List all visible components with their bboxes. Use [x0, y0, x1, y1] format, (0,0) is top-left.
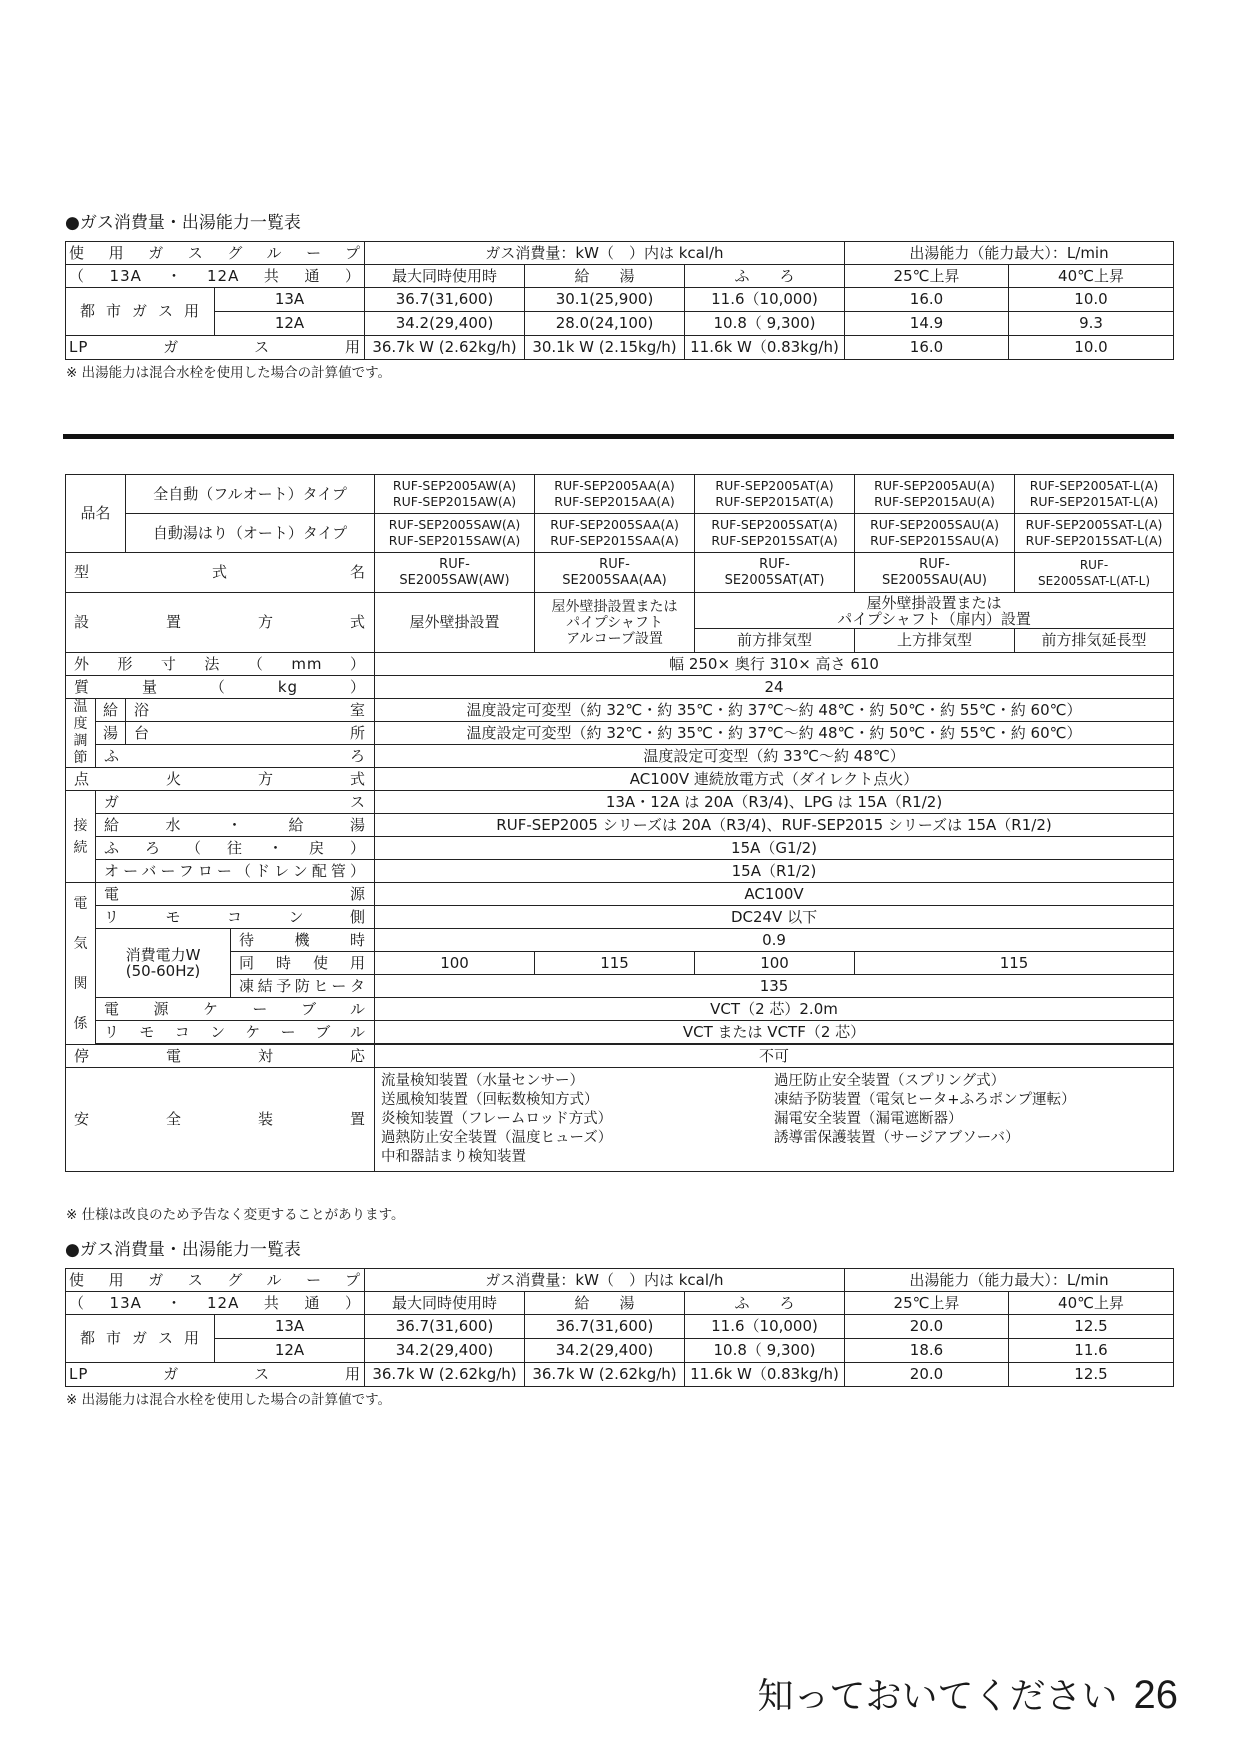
type-name: SE2005SAU(AU)	[882, 572, 988, 588]
type-name: RUF-	[1079, 557, 1109, 572]
table-cell: 36.7(31,600)	[365, 1315, 525, 1339]
model-name: RUF-SEP2015SAW(A)	[388, 533, 521, 548]
rcable-value: VCT または VCTF（2 芯）	[375, 1021, 1174, 1044]
table-cell: 36.7(31,600)	[365, 288, 525, 312]
cable-label: 電源ケーブル	[96, 998, 375, 1021]
table-cell: 16.0	[845, 288, 1009, 312]
model-name: RUF-SEP2015SAT-L(A)	[1025, 533, 1163, 548]
ignition-value: AC100V 連続放電方式（ダイレクト点火）	[375, 768, 1174, 791]
model-name: RUF-SEP2015AT-L(A)	[1029, 494, 1159, 509]
model-name: RUF-SEP2005SAU(A)	[870, 517, 999, 532]
sub-header: 最大同時使用時	[365, 265, 525, 288]
model-name: RUF-SEP2015AT(A)	[715, 494, 834, 509]
overflow-label: オーバーフロー（ドレン配管）	[96, 860, 375, 883]
furo-pipe-label: ふろ（往・戻）	[96, 837, 375, 860]
simul-value: 100	[695, 952, 855, 975]
gas-note-1: ※ 出湯能力は混合水栓を使用した場合の計算値です。	[66, 365, 392, 381]
overflow-value: 15A（R1/2)	[375, 860, 1174, 883]
rcable-label: リモコンケーブル	[96, 1021, 375, 1044]
table-cell: 34.2(29,400)	[525, 1339, 685, 1363]
page-number: 26	[1133, 1673, 1178, 1717]
safety-item: 送風検知装置（回転数検知方式）	[381, 1092, 599, 1108]
elec-group-label: 電気関係	[66, 883, 96, 1045]
safety-item: 誘導雷保護装置（サージアブソーバ）	[774, 1130, 1020, 1146]
table-cell: 20.0	[845, 1315, 1009, 1339]
kitchen-value: 温度設定可変型（約 32℃・約 35℃・約 37℃～約 48℃・約 50℃・約 55℃・約 60℃）	[375, 722, 1174, 745]
bath-label: 浴室	[126, 699, 375, 722]
table-cell: 12.5	[1009, 1363, 1174, 1387]
table-cell: 12.5	[1009, 1315, 1174, 1339]
table-cell: 30.1(25,900)	[525, 288, 685, 312]
install-type: 屋外壁掛設置	[375, 593, 535, 653]
capacity-header: 出湯能力（能力最大）：L/min	[845, 1269, 1174, 1292]
gas-group-sub: （13A・12A共通）	[66, 265, 365, 288]
dim-label: 外形寸法（mm）	[66, 653, 375, 676]
model-name: RUF-SEP2015SAT(A)	[711, 533, 838, 548]
model-name: RUF-SEP2005SAT-L(A)	[1025, 517, 1163, 532]
model-name: RUF-SEP2015SAA(A)	[550, 533, 679, 548]
gas-group-sub: （13A・12A共通）	[66, 1292, 365, 1315]
furo-temp-value: 温度設定可変型（約 33℃～約 48℃）	[375, 745, 1174, 768]
model-name: RUF-SEP2015AA(A)	[554, 494, 675, 509]
exhaust-type: 上方排気型	[855, 629, 1015, 653]
table-cell: 18.6	[845, 1339, 1009, 1363]
lp-gas-label: LPガス用	[66, 1363, 365, 1387]
kyu-label: 給	[96, 699, 126, 722]
gas-note-2: ※ 出湯能力は混合水栓を使用した場合の計算値です。	[66, 1392, 392, 1408]
city-gas-label: 都市ガス用	[66, 288, 215, 336]
freeze-value: 135	[375, 975, 1174, 998]
water-conn-label: 給水・給湯	[96, 814, 375, 837]
hinmei-label: 品名	[66, 475, 126, 553]
table-cell: 10.8（ 9,300)	[685, 312, 845, 336]
remote-value: DC24V 以下	[375, 906, 1174, 929]
type-name: RUF-	[919, 556, 950, 572]
kitchen-label: 台所	[126, 722, 375, 745]
consumption-header: ガス消費量：kW（ ）内は kcal/h	[365, 242, 845, 265]
exhaust-type: 前方排気型	[695, 629, 855, 653]
safety-label: 安全装置	[66, 1068, 375, 1172]
type-name: SE2005SAA(AA)	[562, 572, 667, 588]
gas-type: 13A	[215, 1315, 365, 1339]
model-name: RUF-SEP2005SAT(A)	[711, 517, 838, 532]
table-cell: 11.6	[1009, 1339, 1174, 1363]
table-cell: 36.7k W (2.62kg/h)	[525, 1363, 685, 1387]
sub-header: 40℃上昇	[1009, 1292, 1174, 1315]
consume-label: 消費電力W	[125, 946, 201, 964]
section-divider	[63, 434, 1174, 439]
table-cell: 28.0(24,100)	[525, 312, 685, 336]
furo-pipe-value: 15A（G1/2)	[375, 837, 1174, 860]
exhaust-type: 前方排気延長型	[1015, 629, 1174, 653]
bath-value: 温度設定可変型（約 32℃・約 35℃・約 37℃～約 48℃・約 50℃・約 55℃・約 60℃）	[375, 699, 1174, 722]
freeze-label: 凍結予防ヒータ	[231, 975, 375, 998]
table-cell: 14.9	[845, 312, 1009, 336]
gas-table-title-1: ●ガス消費量・出湯能力一覧表	[65, 213, 301, 233]
sub-header: ふ ろ	[685, 1292, 845, 1315]
gas-conn-label: ガス	[96, 791, 375, 814]
gas-type: 12A	[215, 312, 365, 336]
mass-value: 24	[375, 676, 1174, 699]
sub-header: ふ ろ	[685, 265, 845, 288]
safety-item: 中和器詰まり検知装置	[381, 1149, 527, 1165]
temp-group-label: 温度調節	[66, 699, 96, 768]
table-cell: 11.6k W（0.83kg/h)	[685, 1363, 845, 1387]
model-name: RUF-SEP2005AT(A)	[715, 478, 834, 493]
model-name: RUF-SEP2005AT-L(A)	[1029, 478, 1159, 493]
dim-value: 幅 250× 奥行 310× 高さ 610	[375, 653, 1174, 676]
gas-type: 12A	[215, 1339, 365, 1363]
power-value: AC100V	[375, 883, 1174, 906]
install-label: 設置方式	[66, 593, 375, 653]
sub-header: 給 湯	[525, 1292, 685, 1315]
spec-table	[65, 474, 1174, 1172]
table-cell: 11.6k W（0.83kg/h)	[685, 336, 845, 360]
table-cell: 20.0	[845, 1363, 1009, 1387]
type-name: SE2005SAT-L(AT-L)	[1038, 573, 1150, 588]
install-type: 屋外壁掛設置または	[551, 598, 678, 615]
table-cell: 10.0	[1009, 288, 1174, 312]
standby-value: 0.9	[375, 929, 1174, 952]
sub-header: 40℃上昇	[1009, 265, 1174, 288]
type-name: RUF-	[759, 556, 790, 572]
table-cell: 11.6（10,000)	[685, 1315, 845, 1339]
table-cell: 10.0	[1009, 336, 1174, 360]
simul-value: 100	[375, 952, 535, 975]
install-type: アルコーブ設置	[566, 630, 663, 647]
sub-header: 最大同時使用時	[365, 1292, 525, 1315]
table-cell: 36.7k W (2.62kg/h)	[365, 1363, 525, 1387]
model-name: RUF-SEP2015AU(A)	[874, 494, 995, 509]
table-cell: 34.2(29,400)	[365, 312, 525, 336]
simul-value: 115	[535, 952, 695, 975]
simul-label: 同時使用	[231, 952, 375, 975]
remote-label: リモコン側	[96, 906, 375, 929]
auto-label: 自動湯はり（オート）タイプ	[126, 514, 375, 553]
lp-gas-label: LPガス用	[66, 336, 365, 360]
yu-label: 湯	[96, 722, 126, 745]
safety-item: 炎検知装置（フレームロッド方式）	[381, 1111, 613, 1127]
safety-item: 過圧防止安全装置（スプリング式）	[774, 1073, 1006, 1089]
model-name: RUF-SEP2015SAU(A)	[870, 533, 999, 548]
gas-table-2	[65, 1268, 1174, 1387]
consumption-header: ガス消費量：kW（ ）内は kcal/h	[365, 1269, 845, 1292]
footer-section-title: 知っておいてください	[757, 1676, 1118, 1717]
type-name: SE2005SAT(AT)	[724, 572, 825, 588]
safety-item: 漏電安全装置（漏電遮断器）	[774, 1111, 963, 1127]
mass-label: 質量（kg）	[66, 676, 375, 699]
capacity-header: 出湯能力（能力最大）：L/min	[845, 242, 1174, 265]
install-type: パイプシャフト	[566, 614, 663, 631]
type-label: 型式名	[66, 553, 375, 593]
table-cell: 36.7k W (2.62kg/h)	[365, 336, 525, 360]
gas-table-title-2: ●ガス消費量・出湯能力一覧表	[65, 1240, 301, 1260]
spec-note: ※ 仕様は改良のため予告なく変更することがあります。	[66, 1207, 405, 1223]
model-name: RUF-SEP2005AW(A)	[392, 478, 517, 493]
type-name: RUF-	[599, 556, 630, 572]
install-type: パイプシャフト（扉内）設置	[837, 609, 1031, 628]
city-gas-label: 都市ガス用	[66, 1315, 215, 1363]
model-name: RUF-SEP2005SAA(A)	[550, 517, 679, 532]
table-cell: 34.2(29,400)	[365, 1339, 525, 1363]
gas-conn-value: 13A・12A は 20A（R3/4)、LPG は 15A（R1/2)	[375, 791, 1174, 814]
sub-header: 25℃上昇	[845, 265, 1009, 288]
install-type: 屋外壁掛設置または	[866, 593, 1002, 612]
gas-group-label: 使用ガスグループ	[66, 1269, 365, 1292]
table-cell: 16.0	[845, 336, 1009, 360]
full-auto-label: 全自動（フルオート）タイプ	[126, 475, 375, 514]
safety-item: 過熱防止安全装置（温度ヒューズ）	[381, 1130, 613, 1146]
power-label: 電源	[96, 883, 375, 906]
water-conn-value: RUF-SEP2005 シリーズは 20A（R3/4)、RUF-SEP2015 シリーズは 15A（R1/2)	[375, 814, 1174, 837]
table-cell: 9.3	[1009, 312, 1174, 336]
type-name: SE2005SAW(AW)	[399, 572, 510, 588]
gas-group-label: 使用ガスグループ	[66, 242, 365, 265]
model-name: RUF-SEP2015AW(A)	[392, 494, 517, 509]
standby-label: 待機時	[231, 929, 375, 952]
page-footer	[757, 1668, 1178, 1719]
table-cell: 10.8（ 9,300)	[685, 1339, 845, 1363]
furo-temp-label: ふろ	[96, 745, 375, 768]
table-cell: 36.7(31,600)	[525, 1315, 685, 1339]
model-name: RUF-SEP2005AA(A)	[554, 478, 675, 493]
cable-value: VCT（2 芯）2.0m	[375, 998, 1174, 1021]
safety-item: 流量検知装置（水量センサー）	[381, 1073, 585, 1089]
ignition-label: 点火方式	[66, 768, 375, 791]
gas-type: 13A	[215, 288, 365, 312]
model-name: RUF-SEP2005AU(A)	[874, 478, 995, 493]
sub-header: 給 湯	[525, 265, 685, 288]
model-name: RUF-SEP2005SAW(A)	[388, 517, 521, 532]
safety-item: 凍結予防装置（電気ヒータ+ふろポンプ運転）	[774, 1092, 1076, 1108]
gas-table-1	[65, 241, 1174, 360]
outage-value: 不可	[375, 1045, 1174, 1068]
type-name: RUF-	[439, 556, 470, 572]
table-cell: 11.6（10,000)	[685, 288, 845, 312]
conn-group-label: 接続	[66, 791, 96, 883]
table-cell: 30.1k W (2.15kg/h)	[525, 336, 685, 360]
simul-value: 115	[855, 952, 1174, 975]
sub-header: 25℃上昇	[845, 1292, 1009, 1315]
consume-label-hz: (50-60Hz)	[125, 962, 201, 980]
outage-label: 停電対応	[66, 1045, 375, 1068]
